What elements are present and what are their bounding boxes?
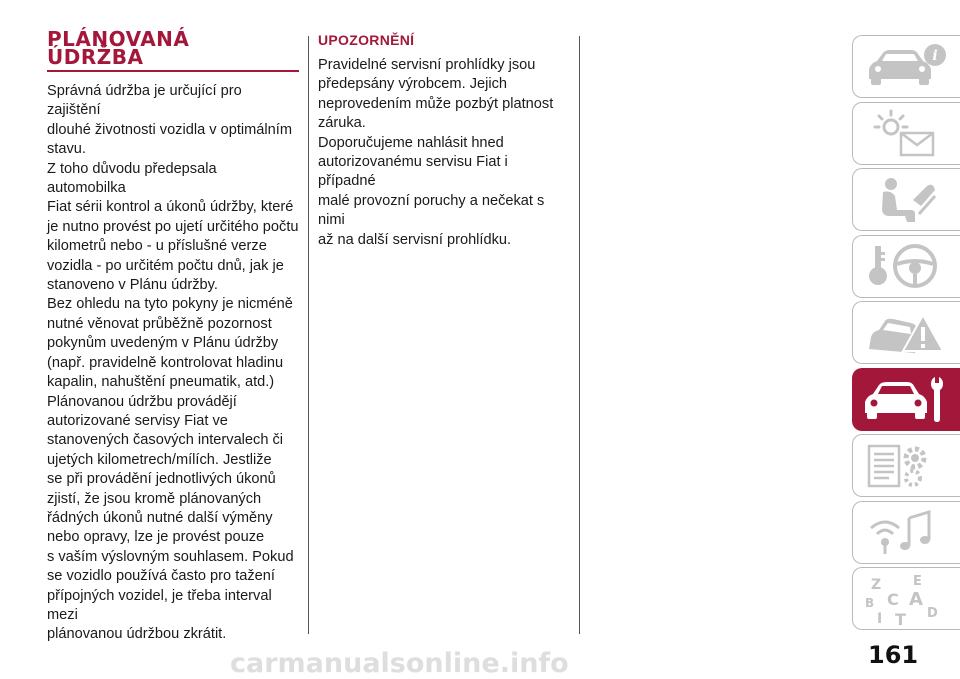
svg-text:A: A xyxy=(909,588,923,610)
svg-text:C: C xyxy=(887,589,899,609)
warning-body-text: Pravidelné servisní prohlídky jsou předepsány výrobcem. Jejich neprovedením může pozbýt platnost záruka. Doporučujeme nahlásit hned autorizovanému servisu Fiat i případné malé provozní poruchy a nečekat s nimi až na další servisní prohlídku. xyxy=(318,57,554,248)
car-crash-warning-icon xyxy=(861,307,953,359)
svg-text:D: D xyxy=(927,605,938,621)
car-wrench-icon xyxy=(861,373,953,425)
tab-safety[interactable] xyxy=(852,168,960,231)
page-title: PLÁNOVANÁ ÚDRŽBA xyxy=(47,27,190,69)
tab-warning-lights[interactable] xyxy=(852,102,960,165)
key-steering-wheel-icon xyxy=(861,240,953,292)
warning-title: UPOZORNĚNÍ xyxy=(318,32,415,48)
svg-text:i: i xyxy=(932,47,938,64)
signal-music-icon xyxy=(861,506,953,558)
main-body-text: Správná údržba je určující pro zajištění dlouhé životnosti vozidla v optimálním stavu. Z toho důvodu předepsala automobilka Fiat sérii kontrol a úkonů údržby, které je nutno provést po ujetí určitého počtu kilometrů nebo - u příslušné verze vozidla - po určitém počtu dnů, jak je stanoveno v Plánu údržby. Bez ohledu na tyto pokyny je nicméně nutné věnovat průběžně pozornost pokynům uvedeným v Plánu údržby (např. pravidelně kontrolovat hladinu kapalin, nahuštění pneumatik, atd.) Plánovanou údržbu provádějí autorizované servisy Fiat ve stanovených časových intervalech či ujetých kilometrech/mílích. Jestliže se při provádění jednotlivých úkonů zjistí, že jsou kromě plánovaných řádných úkonů nutné další výměny nebo opravy, lze je provést pouze s vaším výslovným souhlasem. Pokud se vozidlo používá často pro tažení přípojných vozidel, je třeba interval mezi plánovanou údržbou zkrátit. xyxy=(47,83,299,643)
document-gears-icon xyxy=(861,440,953,492)
tab-technical-data[interactable] xyxy=(852,434,960,497)
tab-dashboard[interactable] xyxy=(852,35,960,98)
tab-maintenance[interactable] xyxy=(852,368,960,431)
tab-starting-driving[interactable] xyxy=(852,235,960,298)
watermark: carmanualsonline.info xyxy=(230,648,569,679)
column-divider-left xyxy=(308,36,309,634)
warning-column xyxy=(318,32,568,250)
page-number: 161 xyxy=(868,641,919,669)
svg-text:E: E xyxy=(913,573,922,589)
svg-text:T: T xyxy=(895,609,906,625)
svg-text:Z: Z xyxy=(871,576,882,593)
tab-emergency[interactable] xyxy=(852,301,960,364)
svg-text:I: I xyxy=(877,610,883,625)
alphabet-index-icon xyxy=(861,573,953,625)
title-underline xyxy=(47,70,299,72)
tab-multimedia[interactable] xyxy=(852,501,960,564)
column-divider-right xyxy=(579,36,580,634)
tab-index[interactable] xyxy=(852,567,960,630)
chapter-tabs xyxy=(852,35,960,634)
svg-text:B: B xyxy=(865,595,875,610)
main-column xyxy=(47,27,299,645)
car-info-icon xyxy=(861,41,953,93)
warning-light-envelope-icon xyxy=(861,107,953,159)
seat-airbag-icon xyxy=(861,174,953,226)
